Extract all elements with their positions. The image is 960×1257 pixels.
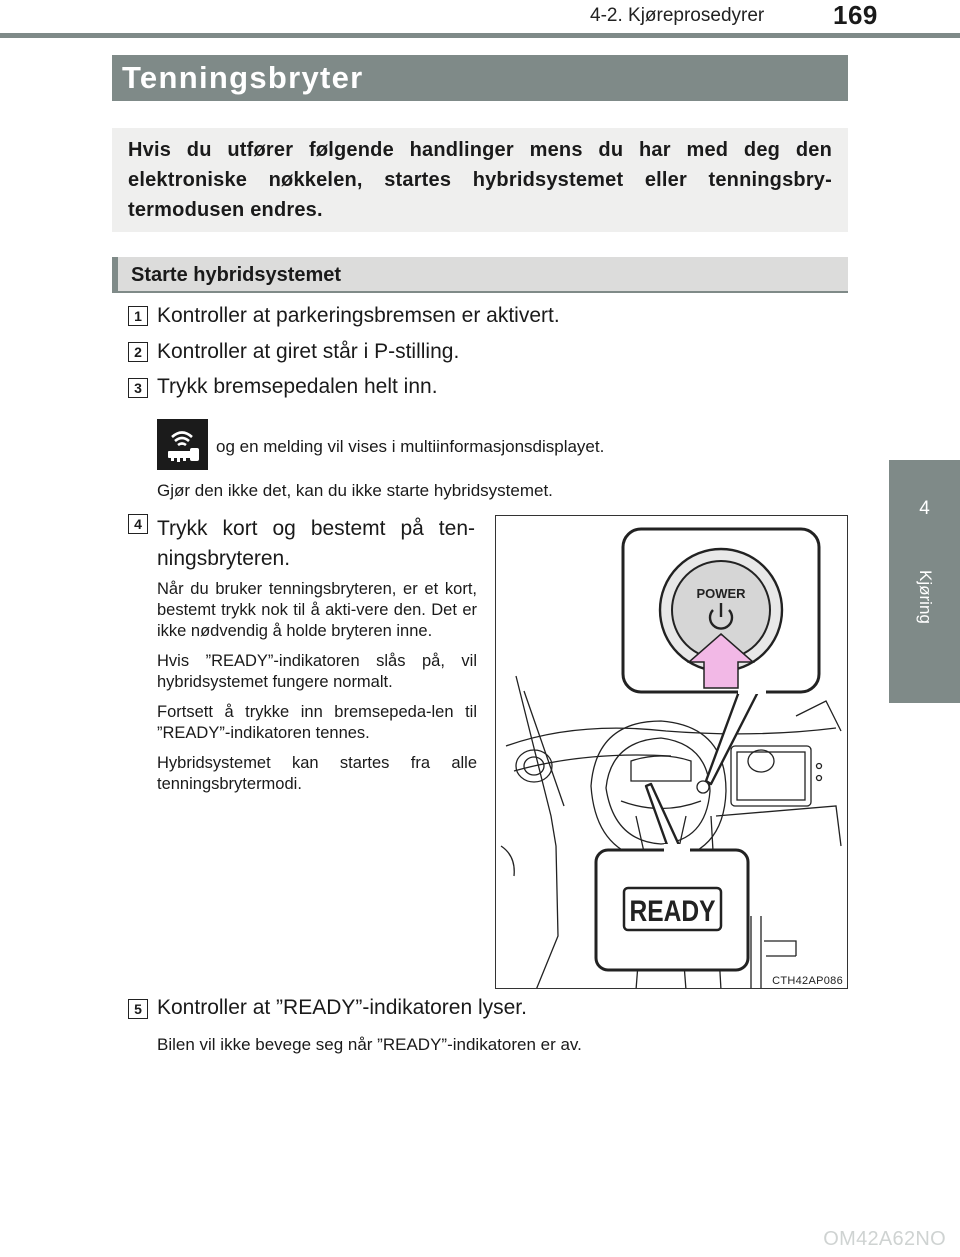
step-text-1: Kontroller at parkeringsbremsen er aktivert. (157, 304, 560, 327)
chapter-tab (889, 460, 960, 703)
page-title: Tenningsbryter (122, 60, 364, 95)
step4-note-3: Fortsett å trykke inn bremsepeda-len til ”READY”-indikatoren tennes. (157, 703, 477, 742)
figure-code: CTH42AP086 (772, 975, 843, 987)
step3-icon-note: og en melding vil vises i multiinformasjonsdisplayet. (216, 437, 605, 456)
step-number-3: 3 (128, 378, 148, 398)
ready-indicator-label: READY (629, 895, 716, 928)
subsection-bar (112, 257, 848, 293)
section-title: 4-2. Kjøreprosedyrer (590, 5, 765, 26)
step-number-1: 1 (128, 306, 148, 326)
step-number-2: 2 (128, 342, 148, 362)
step-text-5: Kontroller at ”READY”-indikatoren lyser. (157, 996, 527, 1019)
chapter-label: Kjøring (916, 570, 935, 624)
step4-note-4: Hybridsystemet kan startes fra alle tenningsbrytermodi. (157, 754, 477, 793)
power-button-label: POWER (696, 586, 746, 601)
step3-note: Gjør den ikke det, kan du ikke starte hybridsystemet. (157, 481, 553, 500)
step4-note-1: Når du bruker tenningsbryteren, er et kort, bestemt trykk nok til å akti-vere den. Det er ikke nødvendig å holde bryteren inne. (157, 580, 477, 640)
step5-note: Bilen vil ikke bevege seg når ”READY”-indikatoren er av. (157, 1035, 582, 1054)
step-text-3: Trykk bremsepedalen helt inn. (157, 375, 438, 398)
step-text-2: Kontroller at giret står i P-stilling. (157, 340, 460, 363)
step-text-4: Trykk kort og bestemt på ten-ningsbryteren. (157, 517, 475, 570)
subsection-title: Starte hybridsystemet (131, 264, 342, 286)
watermark-text: OM42A62NO (823, 1228, 946, 1250)
page-number: 169 (833, 0, 878, 30)
key-wave-icon (157, 419, 208, 470)
chapter-number: 4 (919, 498, 930, 519)
power-switch-illustration (495, 515, 848, 989)
step4-note-2: Hvis ”READY”-indikatoren slås på, vil hybridsystemet fungere normalt. (157, 652, 477, 691)
step-number-5: 5 (128, 999, 148, 1019)
step-number-4: 4 (128, 514, 148, 534)
intro-text: Hvis du utfører følgende handlinger mens du har med deg den elektroniske nøkkelen, startes hybridsystemet eller tenningsbry-termodusen endres. (128, 139, 832, 221)
step4-notes (157, 579, 477, 804)
footer (0, 1218, 960, 1257)
page-title-bar (112, 55, 848, 101)
dashboard-drawing (496, 516, 848, 989)
header-rule (0, 33, 960, 38)
smart-key-indicator-icon (157, 419, 208, 470)
subsection-accent (112, 257, 118, 293)
intro-box (112, 128, 848, 232)
